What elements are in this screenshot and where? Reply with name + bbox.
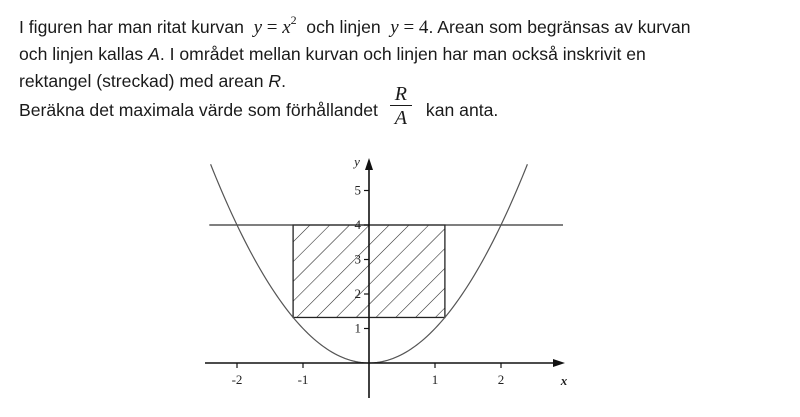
y-axis-label: y [354,154,360,169]
curve-eq-equals: = [262,17,283,38]
text-segment: rektangel (streckad) med arean [19,71,269,91]
x-axis-arrow [553,359,565,367]
question-text: Beräkna det maximala värde som förhållandet [19,99,378,120]
y-tick-label: 4 [354,217,361,232]
x-axis-label: x [560,373,568,388]
y-tick-label: 1 [354,320,361,336]
x-tick-label: -1 [297,372,309,387]
text-segment: och linjen [306,17,381,37]
text-segment: och linjen kallas [19,44,149,64]
text-segment: . [281,71,286,91]
y-tick-label: 2 [354,286,361,301]
x-tick-label: 2 [497,372,505,387]
text-segment: . I området mellan kurvan och linjen har man också inskrivit en [159,44,646,64]
curve-eq-exponent: 2 [290,13,297,27]
curve-eq-rhs: x [282,17,291,38]
fraction-denominator: A [394,107,408,129]
x-tick-label: 1 [431,372,439,387]
line-eq-rhs: = 4 [398,17,429,38]
curve-eq-lhs: y [253,17,262,38]
question-text-end: kan anta. [425,99,499,120]
y-axis-arrow [365,158,373,170]
y-tick-label: 3 [354,251,361,267]
line-eq-lhs: y [390,17,399,38]
text-segment: I figuren har man ritat kurvan [19,17,244,37]
y-tick-label: 5 [354,182,361,198]
fraction-numerator: R [394,83,408,105]
variable-r: R [268,71,282,91]
text-segment: . Arean som begränsas av kurvan [428,17,691,37]
x-tick-label: -2 [231,372,243,387]
variable-a: A [148,44,160,64]
